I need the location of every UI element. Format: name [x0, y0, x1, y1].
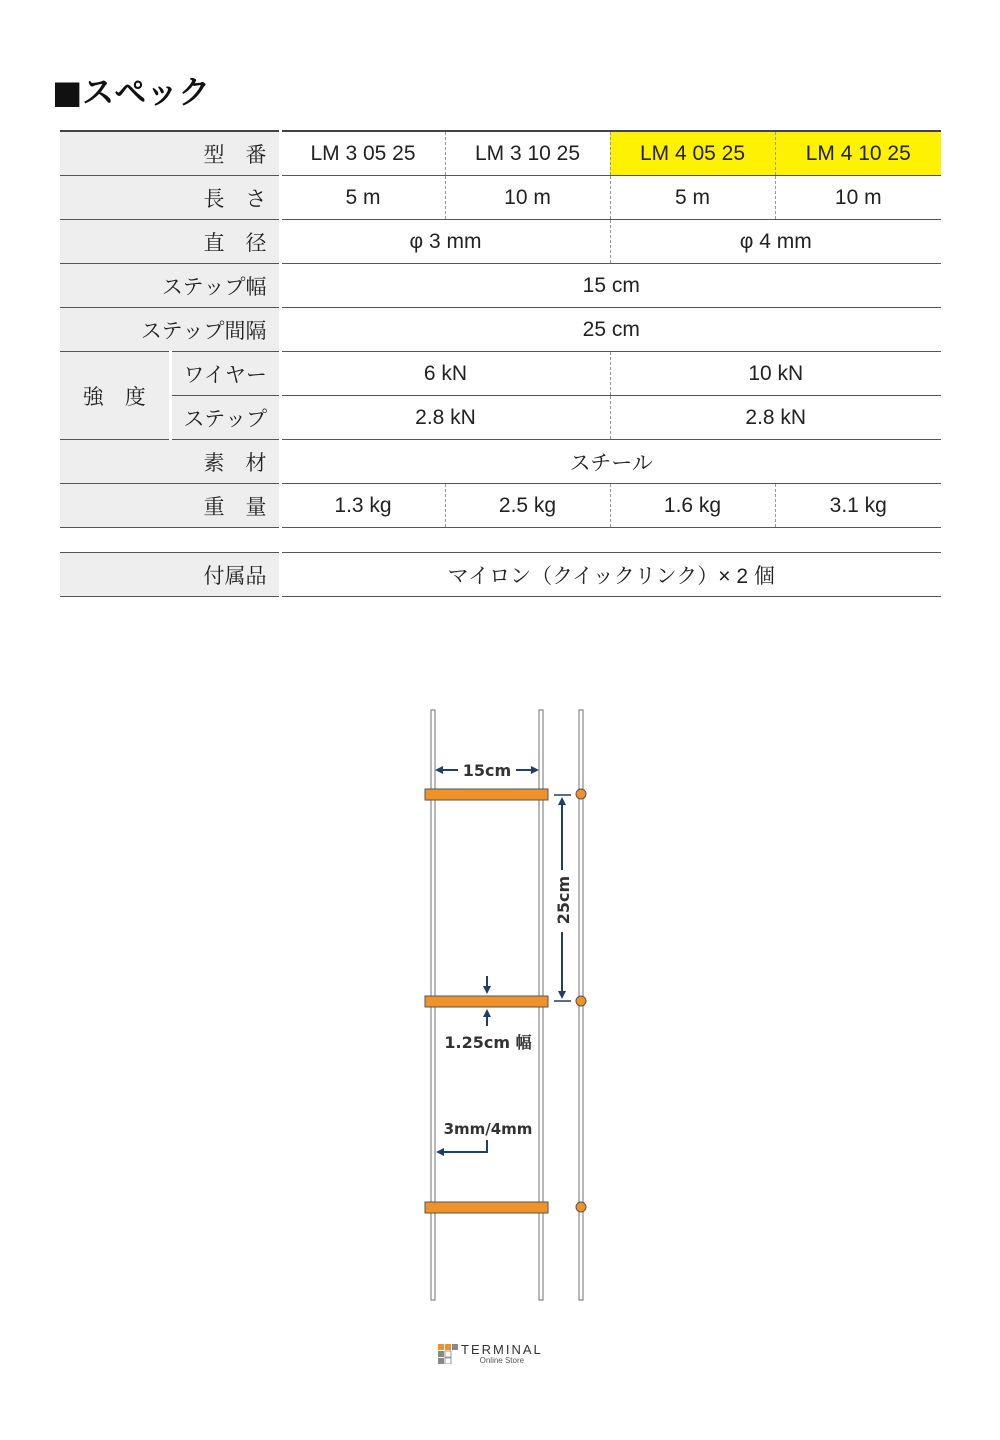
row-strength-wire	[60, 352, 941, 396]
cell-length-2: 10 m	[445, 176, 610, 220]
row-step-spacing	[60, 308, 941, 352]
cell-strength-wire-2: 10 kN	[610, 352, 941, 396]
logo-sub-text: Online Store	[479, 1356, 525, 1365]
label-model: 型 番	[60, 131, 280, 176]
label-step-width: ステップ幅	[60, 264, 280, 308]
dimension-step-width	[437, 761, 537, 780]
label-step-spacing: ステップ間隔	[60, 308, 280, 352]
label-wire-diameter: 3mm/4mm	[443, 1120, 533, 1138]
cell-length-3: 5 m	[610, 176, 775, 220]
step-1	[425, 789, 548, 800]
logo-main-text: TERMINAL	[461, 1342, 543, 1357]
step-3	[425, 1202, 548, 1213]
row-strength-step	[60, 396, 941, 440]
label-accessory: 付属品	[60, 553, 280, 597]
cell-strength-wire-1: 6 kN	[280, 352, 610, 396]
cell-material: スチール	[280, 440, 941, 484]
cell-strength-step-1: 2.8 kN	[280, 396, 610, 440]
row-spacer	[60, 528, 941, 553]
label-strength: 強 度	[60, 352, 170, 440]
cell-weight-2: 2.5 kg	[445, 484, 610, 528]
brand-logo	[438, 1342, 543, 1366]
cell-diameter-1: φ 3 mm	[280, 220, 610, 264]
dimension-step-spacing	[554, 795, 573, 1001]
row-weight	[60, 484, 941, 528]
label-step-width-dim: 15cm	[462, 761, 512, 780]
label-strength-wire: ワイヤー	[170, 352, 280, 396]
dimension-wire-diameter	[438, 1120, 532, 1152]
cell-accessory: マイロン（クイックリンク）× 2 個	[280, 553, 941, 597]
row-material	[60, 440, 941, 484]
row-diameter	[60, 220, 941, 264]
label-length: 長 さ	[60, 176, 280, 220]
step-end-2	[576, 996, 586, 1006]
cell-diameter-2: φ 4 mm	[610, 220, 941, 264]
cell-step-spacing: 25 cm	[280, 308, 941, 352]
label-strength-step: ステップ	[170, 396, 280, 440]
label-material: 素 材	[60, 440, 280, 484]
cell-weight-3: 1.6 kg	[610, 484, 775, 528]
step-end-3	[576, 1202, 586, 1212]
row-accessory	[60, 553, 941, 597]
cell-model-4: LM 4 10 25	[775, 131, 941, 176]
row-length	[60, 176, 941, 220]
spacer-left	[60, 528, 280, 553]
cell-model-3: LM 4 05 25	[610, 131, 775, 176]
label-step-thickness-dim: 1.25cm 幅	[444, 1033, 532, 1052]
dimension-step-thickness	[444, 976, 531, 1052]
step-2	[425, 996, 548, 1007]
label-step-spacing-dim: 25cm	[554, 875, 573, 925]
spacer-right	[280, 528, 941, 553]
cell-weight-1: 1.3 kg	[280, 484, 445, 528]
cell-model-2: LM 3 10 25	[445, 131, 610, 176]
cell-model-1: LM 3 05 25	[280, 131, 445, 176]
row-model	[60, 131, 941, 176]
step-end-1	[576, 789, 586, 799]
spec-table	[60, 130, 941, 597]
cell-strength-step-2: 2.8 kN	[610, 396, 941, 440]
label-diameter: 直 径	[60, 220, 280, 264]
cell-weight-4: 3.1 kg	[775, 484, 941, 528]
ladder-diagram	[0, 700, 1000, 1320]
label-weight: 重 量	[60, 484, 280, 528]
logo-mark-icon	[438, 1344, 458, 1364]
page-title: ■スペック	[52, 73, 211, 111]
cell-length-4: 10 m	[775, 176, 941, 220]
row-step-width	[60, 264, 941, 308]
cell-step-width: 15 cm	[280, 264, 941, 308]
cell-length-1: 5 m	[280, 176, 445, 220]
